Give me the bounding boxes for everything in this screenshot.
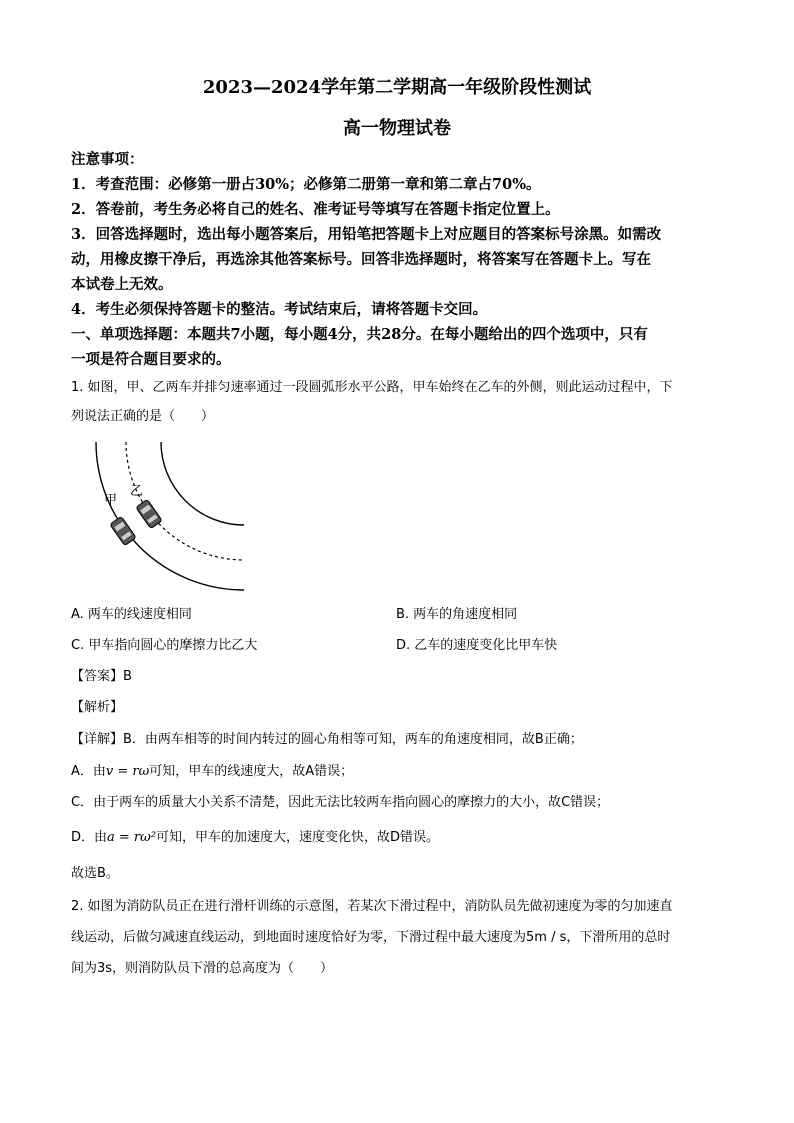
q1-detail-d-suffix: 可知，甲车的加速度大，速度变化快，故D错误。 xyxy=(155,830,439,845)
q1-detail-d-prefix: D．由 xyxy=(71,830,108,845)
q1-stem-line2: 列说法正确的是（ ） xyxy=(71,409,215,424)
q1-stem-line1: 1. 如图，甲、乙两车并排匀速率通过一段圆弧形水平公路，甲车始终在乙车的外侧，则此运动过程中，下 xyxy=(71,380,673,395)
q1-detail-a-suffix: 可知，甲车的线速度大，故A错误； xyxy=(149,764,354,779)
exam-title: 2023—2024学年第二学期高一年级阶段性测试 xyxy=(202,77,592,98)
q2-stem-line3: 间为3s，则消防队员下滑的总高度为（ ） xyxy=(71,961,334,976)
notice-item-3-line1: 3．回答选择题时，选出每小题答案后，用铅笔把答题卡上对应题目的答案标号涂黑。如需改 xyxy=(71,226,662,243)
formula-v-equals-r-omega: v = rω xyxy=(105,764,150,779)
q2-stem-line2: 线运动，后做匀减速直线运动，到地面时速度恰好为零，下滑过程中最大速度为5m / s，下滑所用的总时 xyxy=(71,930,671,945)
q1-detail-a xyxy=(71,760,731,779)
q1-detail-a-prefix: A．由 xyxy=(71,764,106,779)
q1-option-b: B. 两车的角速度相同 xyxy=(396,607,518,622)
q1-detail-c: C．由于两车的质量大小关系不清楚，因此无法比较两车指向圆心的摩擦力的大小，故C错误； xyxy=(71,795,610,810)
label-jia: 甲 xyxy=(104,493,118,508)
car-jia-icon xyxy=(110,516,136,545)
q1-option-c: C. 甲车指向圆心的摩擦力比乙大 xyxy=(71,638,258,653)
q1-answer: 【答案】B xyxy=(71,669,132,684)
section-heading-line1: 一、单项选择题：本题共7小题，每小题4分，共28分。在每小题给出的四个选项中，只有 xyxy=(71,326,648,343)
notice-item-4: 4．考生必须保持答题卡的整洁。考试结束后，请将答题卡交回。 xyxy=(71,301,488,318)
q1-curved-road-figure xyxy=(86,442,246,592)
q1-detail-b: 【详解】B．由两车相等的时间内转过的圆心角相等可知，两车的角速度相同，故B正确； xyxy=(71,732,583,747)
q1-conclusion: 故选B。 xyxy=(71,866,119,881)
exam-subtitle: 高一物理试卷 xyxy=(343,118,451,139)
section-heading-line2: 一项是符合题目要求的。 xyxy=(71,351,231,368)
q1-option-a: A. 两车的线速度相同 xyxy=(71,607,192,622)
q1-detail-d xyxy=(71,826,731,845)
car-yi-icon xyxy=(136,499,162,528)
notice-heading: 注意事项： xyxy=(71,151,144,168)
q1-analysis-heading: 【解析】 xyxy=(71,700,124,715)
q2-stem-line1: 2. 如图为消防队员正在进行滑杆训练的示意图，若某次下滑过程中，消防队员先做初速度为零的匀加速直 xyxy=(71,899,673,914)
road-inner-edge xyxy=(161,442,244,525)
label-yi: 乙 xyxy=(130,484,144,499)
formula-a-equals-r-omega-squared: a = rω² xyxy=(107,830,156,845)
notice-item-3-line3: 本试卷上无效。 xyxy=(71,276,173,293)
notice-item-1: 1．考查范围：必修第一册占30%；必修第二册第一章和第二章占70%。 xyxy=(71,176,541,193)
q1-option-d: D. 乙车的速度变化比甲车快 xyxy=(396,638,558,653)
road-outer-edge xyxy=(96,442,244,590)
notice-item-3-line2: 动，用橡皮擦干净后，再选涂其他答案标号。回答非选择题时，将答案写在答题卡上。写在 xyxy=(71,251,651,268)
notice-item-2: 2．答卷前，考生务必将自己的姓名、准考证号等填写在答题卡指定位置上。 xyxy=(71,201,560,218)
